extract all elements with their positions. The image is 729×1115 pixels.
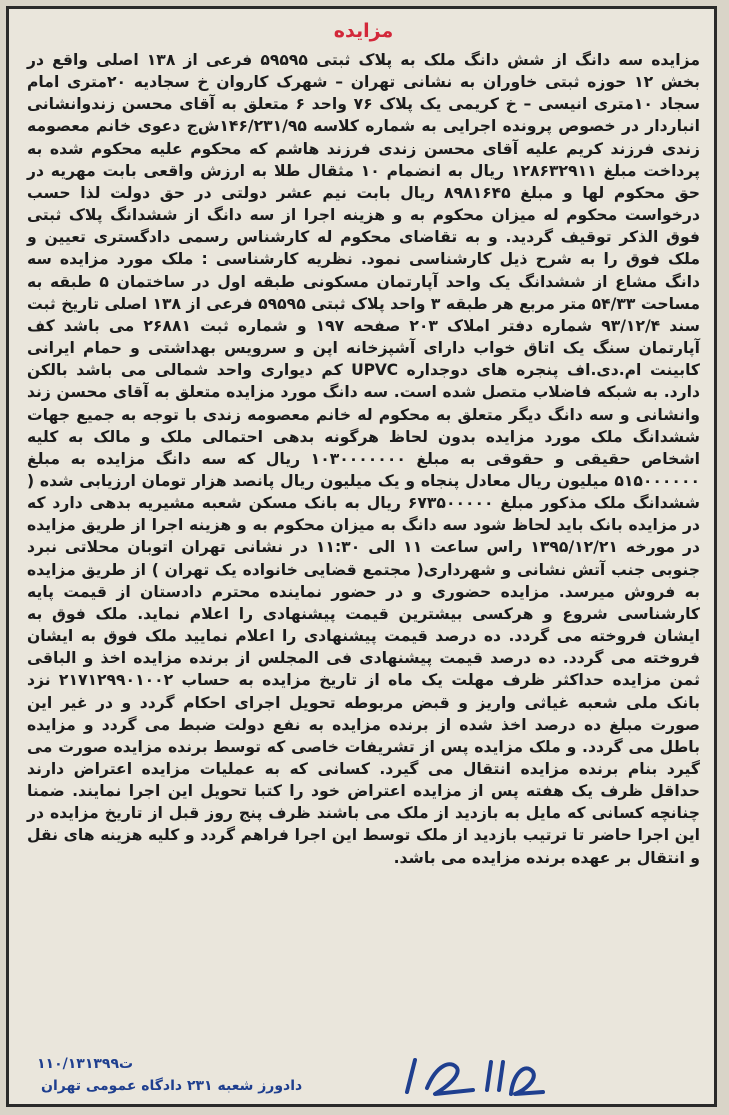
handwritten-mark	[387, 1054, 547, 1098]
notice-content	[27, 17, 700, 1098]
court-signature: دادورز شعبه ۲۳۱ دادگاه عمومی تهران	[41, 1078, 303, 1094]
signature-area	[27, 1046, 700, 1098]
notice-body: مزایده سه دانگ از شش دانگ ملک به پلاک ثبتی ۵۹۵۹۵ فرعی از ۱۳۸ اصلی واقع در بخش ۱۲ حوزه ثبتی خاوران به نشانی تهران – شهرک کاروان خ سجادیه ۲۰متری امام سجاد ۱۰متری انیسی – خ کریمی یک پلاک ۷۶ واحد ۶ متعلق به آقای محسن زندوانشانی انباردار در خصوص پرونده اجرایی به شماره کلاسه ۱۴۶/۲۳۱/۹۵ش‌ج دعوی خانم معصومه زندی فرزند کریم علیه آقای محسن زندی فرزند هاشم که محکوم علیه محکوم شده به پرداخت مبلغ ۱۲۸۶۳۲۹۱۱ ریال به انضمام ۱۰ مثقال طلا به ارزش واقعی بابت مهریه در حق محکوم لها و مبلغ ۸۹۸۱۶۴۵ ریال بابت نیم عشر دولتی در حق دولت لذا حسب درخواست محکوم له میزان محکوم به و هزینه اجرا از سه دانگ از ششدانگ پلاک ثبتی فوق الذکر توقیف گردید. و به تقاضای محکوم له کارشناس رسمی دادگستری تعیین و ملک فوق را به شرح ذیل کارشناسی نمود. نظریه کارشناسی : ملک مورد مزایده سه دانگ مشاع از ششدانگ یک واحد آپارتمان مسکونی طبقه اول در ساختمان ۵ طبقه به مساحت ۵۴/۳۳ متر مربع هر طبقه ۳ واحد پلاک ثبتی ۵۹۵۹۵ فرعی از ۱۳۸ اصلی تاریخ ثبت سند ۹۳/۱۲/۴ شماره دفتر املاک ۲۰۳ صفحه ۱۹۷ و شماره ثبت ۲۶۸۸۱ می باشد کف آپارتمان سنگ یک اتاق خواب دارای آشپزخانه اپن و سرویس بهداشتی و حمام ایرانی کابینت ام.دی.اف پنجره های دوجداره UPVC کم دیواری واحد شمالی می باشد بالکن دارد. به شبکه فاضلاب متصل شده است. سه دانگ مورد مزایده متعلق به آقای محسن زند وانشانی و سه دانگ دیگر متعلق به محکوم له خانم معصومه زندی با توجه به جمیع جهات ششدانگ ملک مورد مزایده بدون لحاظ هرگونه بدهی احتمالی ملک و مالک به کلیه اشخاص حقیقی و حقوقی به مبلغ ۱۰۳۰۰۰۰۰۰۰ ریال که سه دانگ مزایده به مبلغ ۵۱۵۰۰۰۰۰۰ میلیون ریال معادل پنجاه و یک میلیون ریال پانصد هزار تومان ارزیابی شده ( ششدانگ ملک مذکور مبلغ ۶۷۳۵۰۰۰۰۰ ریال به بانک مسکن شعبه مشیریه بدهی دارد که در مزایده بانک باید لحاظ شود سه دانگ به میزان محکوم به و هزینه اجرا از طریق مزایده در مورخه ۱۳۹۵/۱۲/۲۱ راس ساعت ۱۱ الی ۱۱:۳۰ در نشانی تهران اتوبان محلاتی نبرد جنوبی جنب آتش نشانی و شهرداری( مجتمع قضایی خانواده یک تهران ) از طریق مزایده به فروش میرسد. مزایده حضوری و در حضور نماینده محترم دادستان از قیمت پایه کارشناسی شروع و هرکسی بیشترین قیمت پیشنهادی را اعلام نماید. ملک فوق به ایشان فروخته می گردد. ده درصد قیمت پیشنهادی را اعلام نمایید ملک فوق به ایشان فروخته می گردد. ده درصد قیمت پیشنهادی فی المجلس از برنده مزایده اخذ و الباقی ثمن مزایده حداکثر ظرف مهلت یک ماه از تاریخ مزایده به حساب ۲۱۷۱۲۹۹۰۱۰۰۲ نزد بانک ملی شعبه غیاثی واریز و قبض مربوطه تحویل اجرای احکام گردد و در غیر این صورت مبلغ ده درصد اخذ شده از برنده مزایده به نفع دولت ضبط می گردد و مزایده باطل می گردد. و ملک مزایده پس از تشریفات خاصی که توسط برنده مزایده صورت می گیرد بنام برنده مزایده انتقال می گیرد. کسانی که به عملیات مزایده اعتراض دارند حداقل ظرف یک هفته پس از مزایده اعتراض خود را کتبا تحویل این اجرا نمایند. ضمنا چنانچه کسانی که مایل به بازدید از ملک می باشند ظرف پنج روز قبل از تاریخ مزایده در این اجرا حاضر تا ترتیب بازدید از ملک توسط این اجرا فراهم گردد و کلیه هزینه های نقل و انتقال بر عهده برنده مزایده می باشد.	[27, 51, 701, 867]
notice-frame	[6, 6, 717, 1107]
reference-number: ۱۱۰/۱۳۱۳۹۹ت	[37, 1056, 134, 1072]
notice-title: مزایده	[333, 20, 394, 42]
